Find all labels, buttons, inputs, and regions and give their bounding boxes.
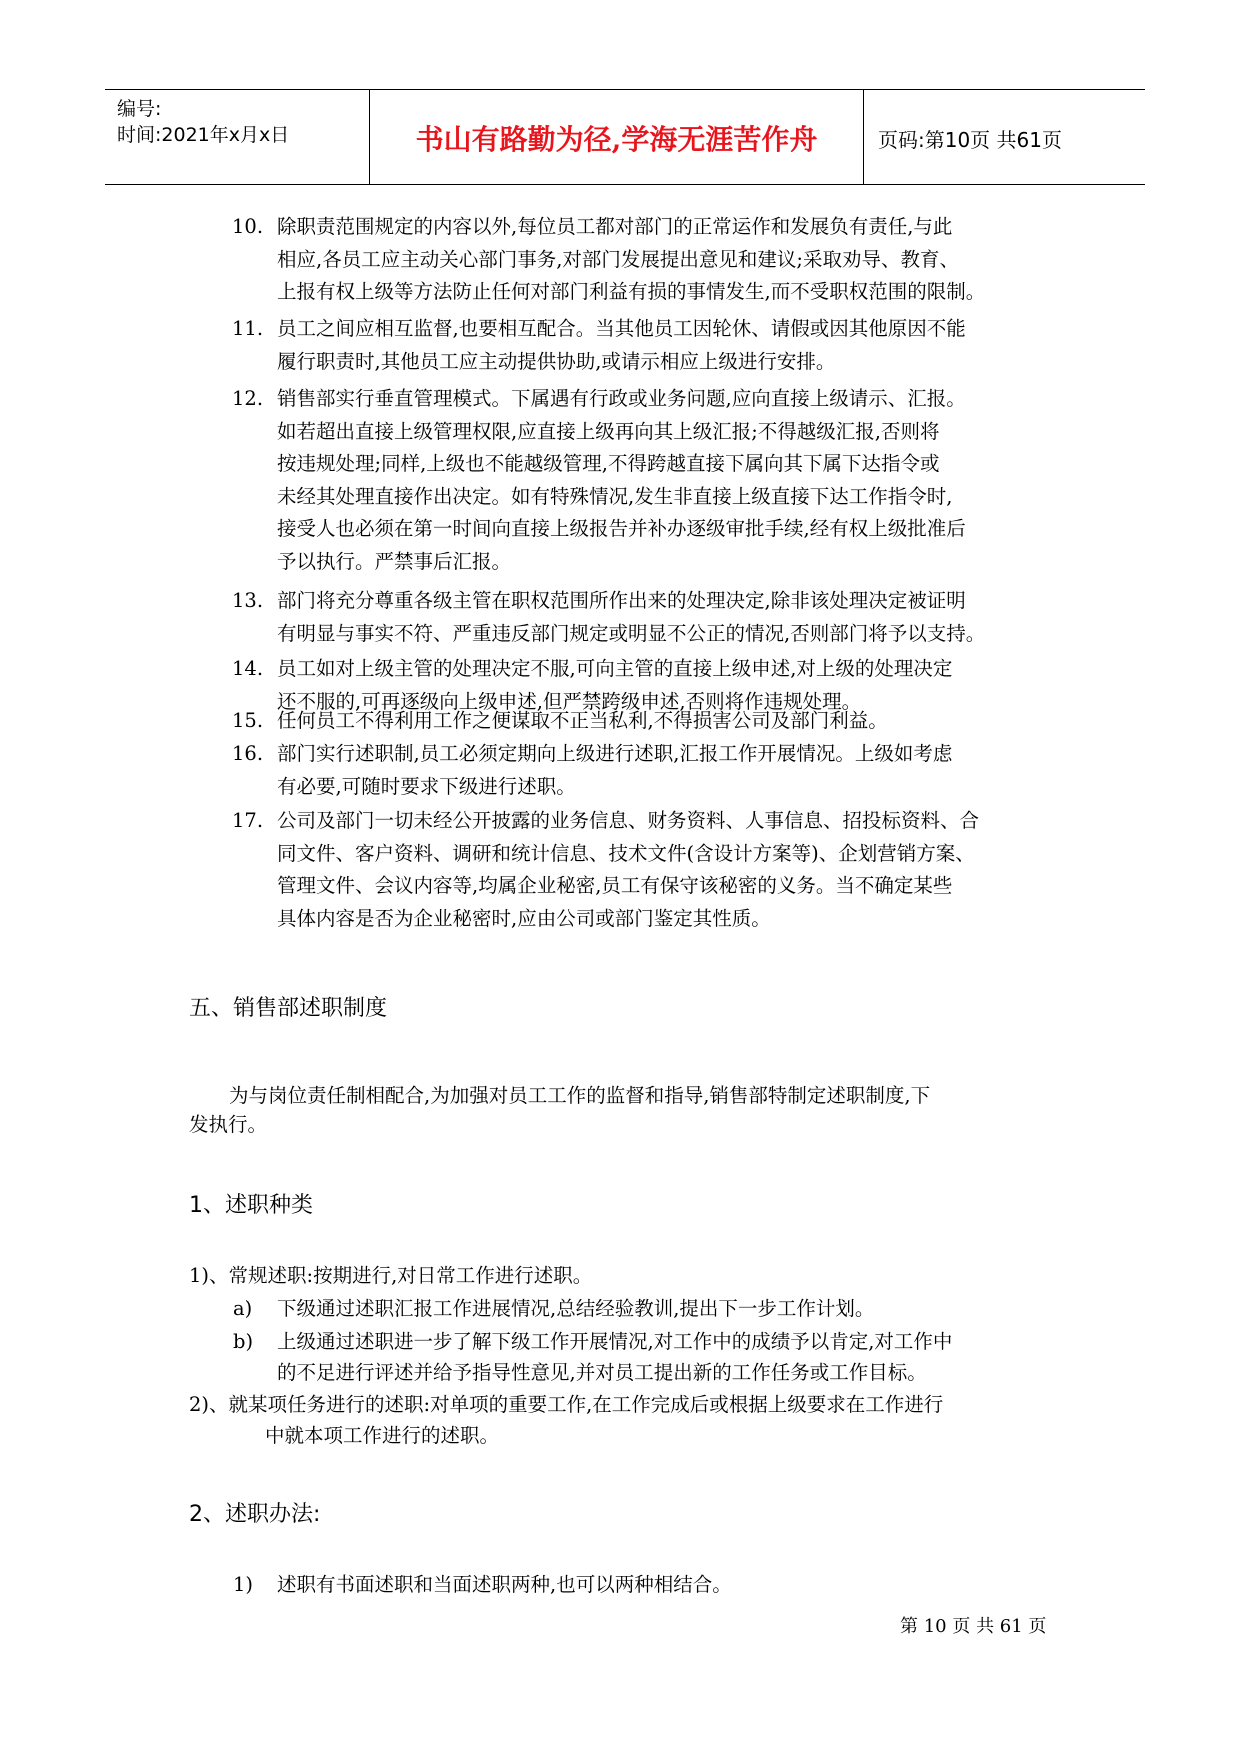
rule-text-line: 如若超出直接上级管理权限,应直接上级再向其上级汇报;不得越级汇报,否则将 xyxy=(277,419,940,443)
rule-text-line: 接受人也必须在第一时间向直接上级报告并补办逐级审批手续,经有权上级批准后 xyxy=(277,517,966,540)
rule-text-line: 有明显与事实不符、严重违反部门规定或明显不公正的情况,否则部门将予以支持。 xyxy=(277,621,986,645)
rule-number: 12. xyxy=(232,387,264,410)
rule-text-line: 有必要,可随时要求下级进行述职。 xyxy=(277,774,576,798)
method-item-1: 述职有书面述职和当面述职两种,也可以两种相结合。 xyxy=(277,1573,732,1596)
list-item-b-line-2: 的不足进行评述并给予指导性意见,并对员工提出新的工作任务或工作目标。 xyxy=(277,1361,927,1384)
page-footer: 第 10 页 共 61 页 xyxy=(900,1616,1047,1637)
paragraph-task-report-line-1: 2)、就某项任务进行的述职:对单项的重要工作,在工作完成后或根据上级要求在工作进行 xyxy=(189,1393,944,1416)
list-label-a: a) xyxy=(233,1297,253,1320)
intro-line-1: 为与岗位责任制相配合,为加强对员工工作的监督和指导,销售部特制定述职制度,下 xyxy=(229,1084,931,1107)
list-label-b: b) xyxy=(233,1330,254,1353)
subsection-title-1: 1、述职种类 xyxy=(189,1193,313,1218)
rule-text-line: 同文件、客户资料、调研和统计信息、技术文件(含设计方案等)、企划营销方案、 xyxy=(277,841,975,865)
rule-number: 10. xyxy=(232,215,264,238)
rule-text-line: 相应,各员工应主动关心部门事务,对部门发展提出意见和建议;采取劝导、教育、 xyxy=(277,247,959,271)
rule-number: 11. xyxy=(232,317,264,340)
rule-number: 17. xyxy=(232,809,264,832)
document-time-label: 时间:2021年x月x日 xyxy=(117,124,290,146)
paragraph-task-report-line-2: 中就本项工作进行的述职。 xyxy=(265,1424,500,1447)
rule-text-line: 销售部实行垂直管理模式。下属遇有行政或业务问题,应向直接上级请示、汇报。 xyxy=(277,387,966,410)
header-page-cell xyxy=(864,90,1145,184)
paragraph-regular-report: 1)、常规述职:按期进行,对日常工作进行述职。 xyxy=(189,1264,593,1287)
rule-text-line: 履行职责时,其他员工应主动提供协助,或请示相应上级进行安排。 xyxy=(277,349,836,373)
page-header xyxy=(105,89,1145,185)
rule-number: 16. xyxy=(232,742,264,765)
method-label-1: 1) xyxy=(233,1573,254,1596)
intro-line-2: 发执行。 xyxy=(189,1113,268,1136)
list-item-a: 下级通过述职汇报工作进展情况,总结经验教训,提出下一步工作计划。 xyxy=(277,1297,875,1320)
subsection-title-2: 2、述职办法: xyxy=(189,1502,321,1527)
header-motto-cell xyxy=(370,90,864,184)
rule-text-line: 予以执行。严禁事后汇报。 xyxy=(277,549,512,573)
rule-text-line: 除职责范围规定的内容以外,每位员工都对部门的正常运作和发展负有责任,与此 xyxy=(277,215,953,238)
document-number-label: 编号: xyxy=(117,98,162,120)
rule-text-line: 员工之间应相互监督,也要相互配合。当其他员工因轮休、请假或因其他原因不能 xyxy=(277,317,966,340)
rule-text-line: 上报有权上级等方法防止任何对部门利益有损的事情发生,而不受职权范围的限制。 xyxy=(277,280,986,303)
rule-number: 13. xyxy=(232,589,264,612)
rule-text-line: 未经其处理直接作出决定。如有特殊情况,发生非直接上级直接下达工作指令时, xyxy=(277,484,953,508)
rule-text-line: 按违规处理;同样,上级也不能越级管理,不得跨越直接下属向其下属下达指令或 xyxy=(277,452,940,475)
rule-text-line: 员工如对上级主管的处理决定不服,可向主管的直接上级申述,对上级的处理决定 xyxy=(277,657,953,680)
rule-text-line: 还不服的,可再逐级向上级申述,但严禁跨级申述,否则将作违规处理。 xyxy=(277,689,862,713)
rule-number: 15. xyxy=(232,709,264,732)
section-title: 五、销售部述职制度 xyxy=(189,996,388,1021)
header-page-info: 页码:第10页 共61页 xyxy=(878,128,1062,152)
rule-text-line: 具体内容是否为企业秘密时,应由公司或部门鉴定其性质。 xyxy=(277,906,771,930)
rule-text-line: 部门将充分尊重各级主管在职权范围所作出来的处理决定,除非该处理决定被证明 xyxy=(277,589,966,612)
rule-text-line: 部门实行述职制,员工必须定期向上级进行述职,汇报工作开展情况。上级如考虑 xyxy=(277,742,953,765)
rule-text-line: 公司及部门一切未经公开披露的业务信息、财务资料、人事信息、招投标资料、合 xyxy=(277,809,980,832)
list-item-b-line-1: 上级通过述职进一步了解下级工作开展情况,对工作中的成绩予以肯定,对工作中 xyxy=(277,1330,953,1353)
rule-number: 14. xyxy=(232,657,264,680)
rule-text-line: 管理文件、会议内容等,均属企业秘密,员工有保守该秘密的义务。当不确定某些 xyxy=(277,874,953,897)
rule-text-line: 任何员工不得利用工作之便谋取不正当私利,不得损害公司及部门利益。 xyxy=(277,709,888,732)
header-info-cell xyxy=(105,90,370,184)
header-motto: 书山有路勤为径,学海无涯苦作舟 xyxy=(415,123,818,156)
